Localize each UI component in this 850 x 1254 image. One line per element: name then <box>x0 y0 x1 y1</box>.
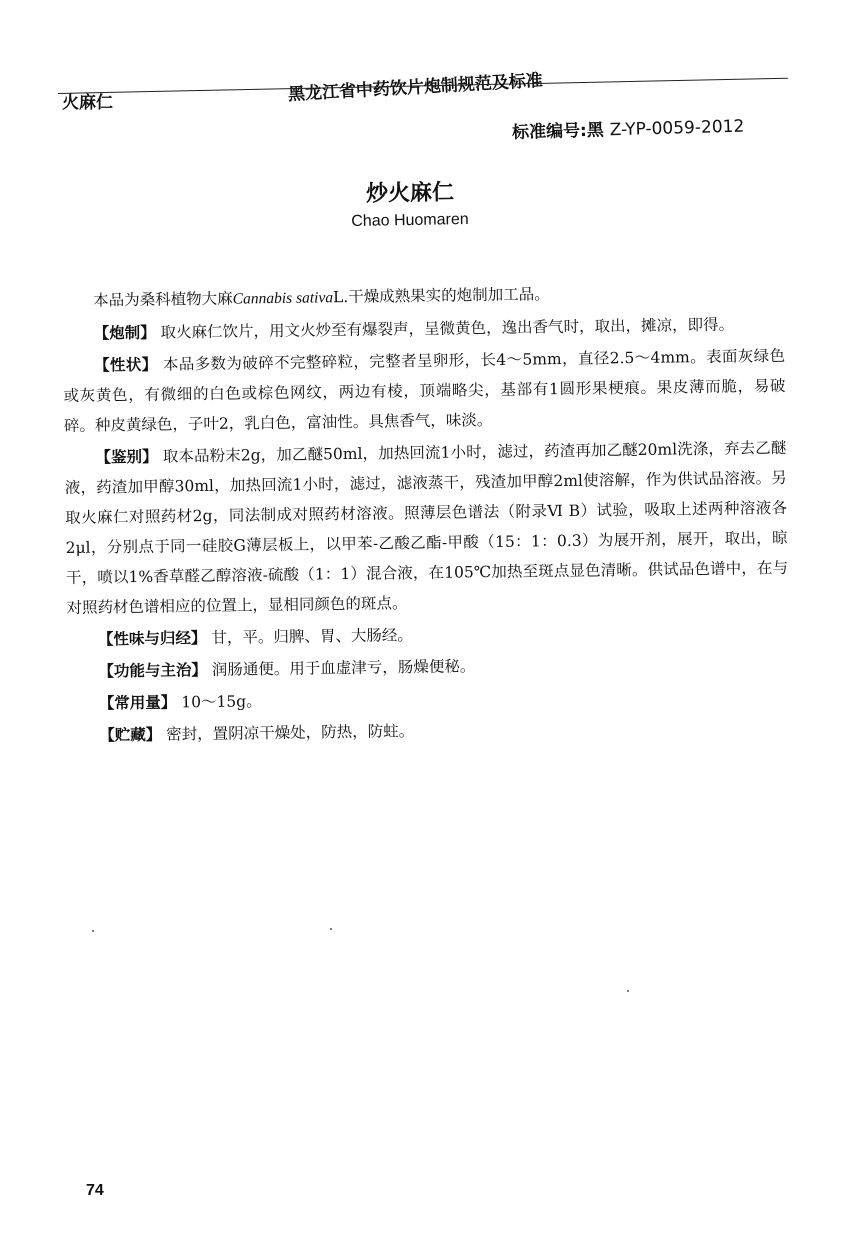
section-label: 【功能与主治】 <box>98 661 208 681</box>
section-text: 本品多数为破碎不完整碎粒，完整者呈卵形，长4～5mm，直径2.5～4mm。表面灰绿色或灰黄色，有微细的白色或棕色网纹，两边有棱，顶端略尖，基部有1圆形果梗痕。果皮薄而脆，易破碎。种皮黄绿色，子叶2，乳白色，富油性。具焦香气，味淡。 <box>63 346 786 435</box>
section-identification <box>64 433 788 623</box>
section-label: 【鉴别】 <box>95 447 158 467</box>
section-label: 【炮制】 <box>93 323 156 343</box>
monograph-title-pinyin: Chao Huomaren <box>351 210 469 231</box>
section-label: 【性状】 <box>93 355 158 375</box>
section-label: 【贮藏】 <box>99 725 162 745</box>
section-text: 10～15g。 <box>181 692 262 712</box>
section-description <box>63 341 786 441</box>
running-head-left: 火麻仁 <box>62 93 113 113</box>
scan-speck <box>330 928 332 930</box>
monograph-body <box>62 276 790 753</box>
page-number: 74 <box>86 1182 104 1199</box>
intro-text-after: L.干燥成熟果实的炮制加工品。 <box>332 285 550 307</box>
section-text: 甘，平。归脾、胃、大肠经。 <box>211 626 414 647</box>
standard-code: Z-YP-0059-2012 <box>609 116 745 141</box>
section-text: 润肠通便。用于血虚津亏，肠燥便秘。 <box>211 657 476 679</box>
section-label: 【常用量】 <box>98 693 177 713</box>
scan-speck <box>627 990 629 992</box>
running-head-title: 黑龙江省中药饮片炮制规范及标准 <box>287 70 544 105</box>
latin-name: Cannabis sativa <box>232 289 334 308</box>
standard-label: 标准编号:黑 <box>511 120 605 143</box>
standard-number <box>512 112 745 143</box>
section-label: 【性味与归经】 <box>97 629 207 649</box>
section-text: 密封，置阴凉干燥处，防热，防蛀。 <box>166 722 415 744</box>
scan-speck <box>92 930 94 932</box>
section-text: 取本品粉末2g，加乙醚50ml，加热回流1小时，滤过，药渣再加乙醚20ml洗涤，弃去乙醚液，药渣加甲醇30ml，加热回流1小时，滤过，滤液蒸干，残渣加甲醇2ml使溶解，作为供试品溶液。另取火麻仁对照药材2g，同法制成对照药材溶液。照薄层色谱法（附录Ⅵ B）试验，吸取上述两种溶液各2μl，分别点于同一硅胶G薄层板上，以甲苯-乙酸乙酯-甲酸（15：1：0.3）为展开剂，展开，取出，晾干，喷以1%香草醛乙醇溶液-硫酸（1：1）混合液，在105℃加热至斑点显色清晰。供试品色谱中，在与对照药材色谱相应的位置上，显相同颜色的斑点。 <box>64 438 789 617</box>
section-text: 取火麻仁饮片，用文火炒至有爆裂声，呈微黄色，逸出香气时，取出，摊凉，即得。 <box>160 315 735 342</box>
intro-text-before: 本品为桑科植物大麻 <box>93 289 233 310</box>
monograph-title: 炒火麻仁 <box>365 180 455 207</box>
